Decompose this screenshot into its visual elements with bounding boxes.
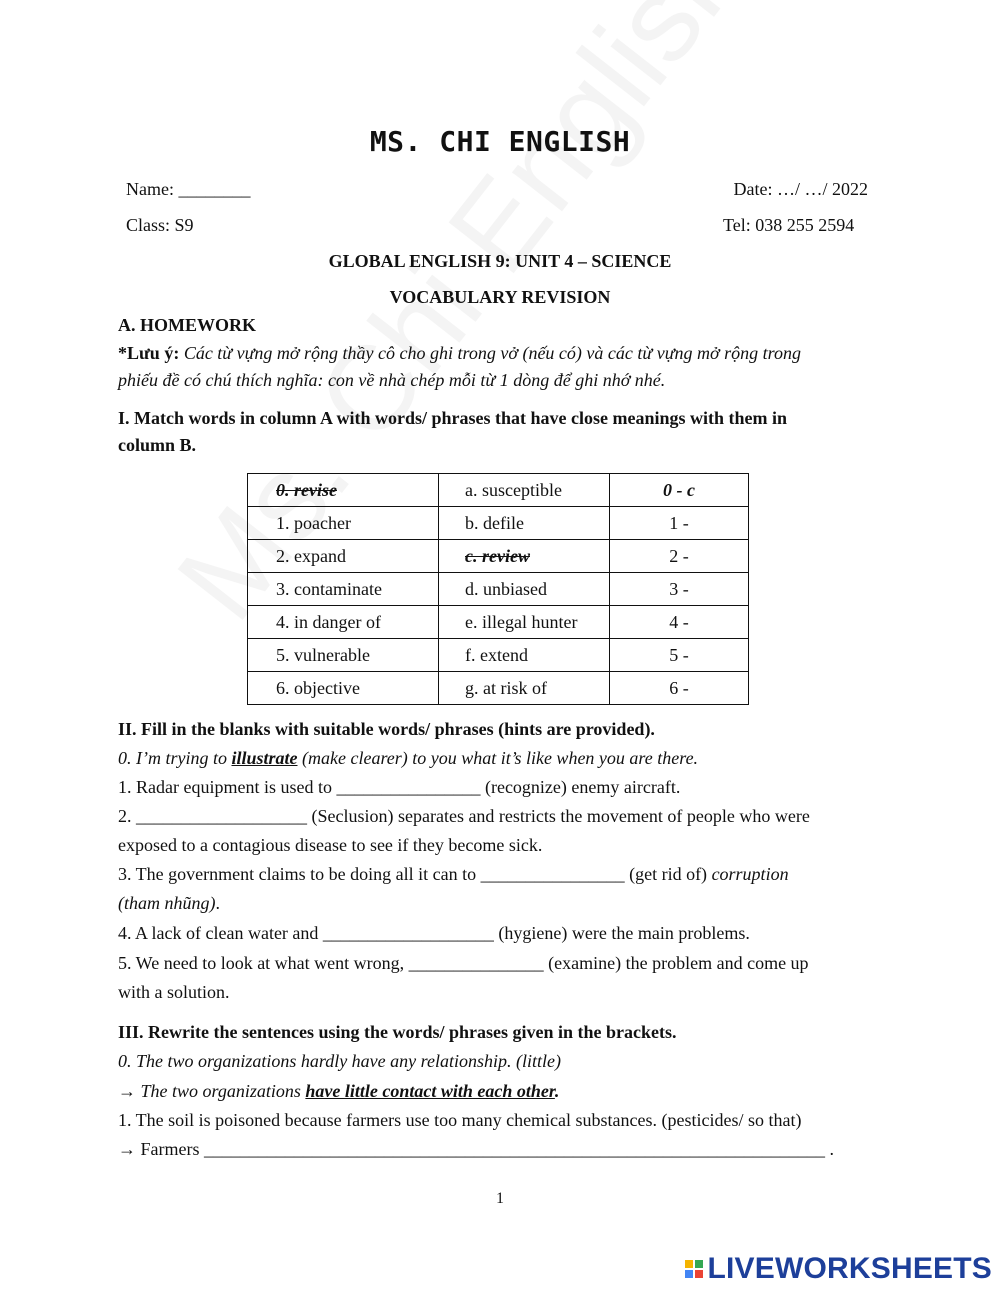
part2-question-3-cont xyxy=(118,889,878,918)
example-text: . xyxy=(554,1081,560,1101)
note-line-1 xyxy=(118,339,878,368)
note-line-2: phiếu đề có chú thích nghĩa: con về nhà chép mỗi từ 1 dòng để ghi nhớ nhé. xyxy=(118,370,666,390)
column-a-cell: 5. vulnerable xyxy=(248,639,439,672)
part3-answer-line-1[interactable]: → Farmers _____________________________________________________________________ . xyxy=(118,1139,834,1159)
example-answer: illustrate xyxy=(231,748,298,768)
table-row xyxy=(248,474,749,507)
column-b-cell: c. review xyxy=(465,545,530,566)
column-a-cell: 4. in danger of xyxy=(248,606,439,639)
part3-example: 0. The two organizations hardly have any relationship. (little) xyxy=(118,1051,561,1071)
liveworksheets-logo[interactable] xyxy=(685,1252,993,1286)
column-a-cell: 2. expand xyxy=(248,540,439,573)
date-field: Date: …/ …/ 2022 xyxy=(733,179,868,199)
vocab-subtitle: VOCABULARY REVISION xyxy=(389,287,611,307)
note-text: Các từ vựng mở rộng thầy cô cho ghi trong vở (nếu có) và các từ vựng mở rộng trong xyxy=(183,343,801,363)
logo-text: LIVEWORKSHEETS xyxy=(707,1252,992,1285)
table-row xyxy=(248,573,749,606)
column-b-cell: f. extend xyxy=(439,639,610,672)
example-text: 0. I’m trying to xyxy=(118,748,232,768)
part3-question-1: 1. The soil is poisoned because farmers use too many chemical substances. (pesticides/ so that) xyxy=(118,1110,802,1130)
column-a-cell: 3. contaminate xyxy=(248,573,439,606)
question-text: . xyxy=(215,893,220,913)
column-a-cell: 0. revise xyxy=(276,479,337,500)
example-text: → The two organizations xyxy=(118,1081,306,1101)
page-number: 1 xyxy=(496,1190,504,1207)
example-answer: have little contact with each other xyxy=(305,1081,555,1101)
column-b-cell: a. susceptible xyxy=(439,474,610,507)
column-b-cell: g. at risk of xyxy=(439,672,610,705)
part2-heading: II. Fill in the blanks with suitable words/ phrases (hints are provided). xyxy=(118,719,655,739)
part2-question-1[interactable]: 1. Radar equipment is used to ________________ (recognize) enemy aircraft. xyxy=(118,777,681,797)
answer-cell[interactable]: 5 - xyxy=(610,639,749,672)
question-italic: corruption xyxy=(711,864,789,884)
question-italic: (tham nhũng) xyxy=(118,893,216,913)
part2-question-2-cont: exposed to a contagious disease to see if they become sick. xyxy=(118,835,543,855)
answer-cell[interactable]: 4 - xyxy=(610,606,749,639)
column-b-cell: d. unbiased xyxy=(439,573,610,606)
table-row xyxy=(248,540,749,573)
part3-heading: III. Rewrite the sentences using the words/ phrases given in the brackets. xyxy=(118,1022,677,1042)
question-text: 3. The government claims to be doing all it can to ________________ (get rid of) xyxy=(118,864,712,884)
column-a-cell: 6. objective xyxy=(248,672,439,705)
part2-question-2[interactable]: 2. ___________________ (Seclusion) separates and restricts the movement of people who were xyxy=(118,806,810,826)
part1-heading-line2: column B. xyxy=(118,435,197,455)
name-field: Name: ________ xyxy=(126,179,251,199)
class-field: Class: S9 xyxy=(126,215,194,235)
table-row xyxy=(248,639,749,672)
example-text: (make clearer) to you what it’s like when you are there. xyxy=(297,748,699,768)
answer-cell[interactable]: 1 - xyxy=(610,507,749,540)
matching-table xyxy=(247,473,749,705)
part2-question-5-cont: with a solution. xyxy=(118,982,230,1002)
part2-question-3[interactable] xyxy=(118,860,898,889)
answer-cell[interactable]: 3 - xyxy=(610,573,749,606)
note-label: *Lưu ý: xyxy=(118,343,180,363)
course-title: GLOBAL ENGLISH 9: UNIT 4 – SCIENCE xyxy=(328,251,672,271)
table-row xyxy=(248,507,749,540)
answer-cell[interactable]: 2 - xyxy=(610,540,749,573)
column-b-cell: e. illegal hunter xyxy=(439,606,610,639)
answer-cell: 0 - c xyxy=(663,479,695,500)
part2-example xyxy=(118,744,878,773)
column-a-cell: 1. poacher xyxy=(248,507,439,540)
part2-question-4[interactable]: 4. A lack of clean water and ___________________ (hygiene) were the main problems. xyxy=(118,923,750,943)
section-a-heading: A. HOMEWORK xyxy=(118,315,256,335)
part1-heading-line1: I. Match words in column A with words/ phrases that have close meanings with them in xyxy=(118,408,788,428)
table-row xyxy=(248,606,749,639)
answer-cell[interactable]: 6 - xyxy=(610,672,749,705)
page-title: MS. CHI ENGLISH xyxy=(369,125,631,158)
column-b-cell: b. defile xyxy=(439,507,610,540)
part3-example-answer xyxy=(118,1077,878,1106)
table-row xyxy=(248,672,749,705)
logo-mark-icon xyxy=(685,1260,703,1278)
part2-question-5[interactable]: 5. We need to look at what went wrong, _______________ (examine) the problem and come up xyxy=(118,953,809,973)
tel-field: Tel: 038 255 2594 xyxy=(723,215,855,235)
